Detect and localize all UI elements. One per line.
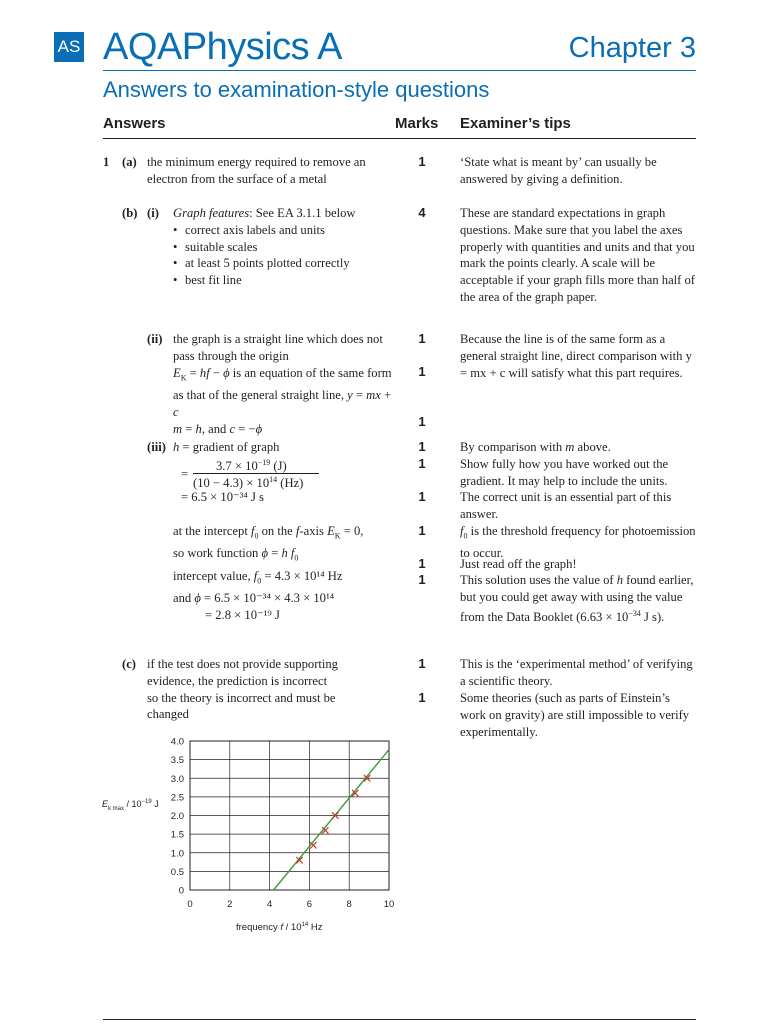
level-badge: AS	[54, 32, 84, 62]
graph-features-lead: Graph features	[173, 206, 250, 220]
x-tick-label: 0	[187, 899, 193, 910]
fraction-equals: =	[181, 467, 189, 481]
mark-1biii-3: 1	[418, 489, 426, 504]
chapter-label: Chapter 3	[568, 32, 696, 64]
y-tick-label: 0.5	[170, 866, 184, 878]
threshold-tip-text: is the threshold frequency for photoemission to occur.	[460, 524, 696, 561]
phi-calc-line: and ϕ = 6.5 × 10⁻³⁴ × 4.3 × 10¹⁴	[173, 590, 335, 605]
header-rule	[103, 70, 696, 71]
y-tick-label: 3.0	[170, 773, 184, 785]
brand-logo-text: AQA	[103, 26, 182, 68]
tip-1bii: Because the line is of the same form as a general straight line, direct comparison with y = mx + c will satisfy what this part requires.	[460, 332, 692, 380]
mark-1a: 1	[418, 154, 426, 169]
best-fit-line	[274, 750, 389, 890]
work-function-text: so work function	[173, 546, 259, 561]
graph-features-list	[173, 222, 403, 289]
tip-1a: ‘State what is meant by’ can usually be answered by giving a definition.	[460, 155, 657, 186]
intercept-value-line: intercept value, $f_0 = 4.3 \times 10^{14}$ Hz	[173, 568, 343, 586]
graph-features-reference: : See EA 3.1.1 below	[249, 206, 356, 220]
answer-1biii-gradient: h = gradient of graph	[173, 440, 280, 454]
x-axis-label: frequency f / $10^{14}$ Hz	[236, 922, 323, 934]
header-divider	[103, 138, 696, 139]
answer-1bii	[173, 331, 398, 437]
tip-1c-2: Some theories (such as parts of Einstein’s work on gravity) are still impossible to verify experimentally.	[460, 691, 690, 739]
mark-1biii-4: 1	[418, 523, 426, 538]
y-tick-label: 2.0	[170, 811, 184, 822]
answer-1bii-comparison: m = h, and c = −ϕ	[173, 421, 263, 436]
list-item: • correct axis labels and units	[173, 222, 403, 239]
y-tick-label: 0	[178, 885, 184, 897]
work-function-line: so work function ϕ = h $f_0$	[173, 546, 299, 563]
tip-1biii-5: Just read off the graph!	[460, 557, 577, 571]
mark-1biii-6: 1	[418, 572, 426, 587]
footer-rule	[103, 1019, 696, 1020]
answer-1c-line1: if the test does not provide supporting evidence, the prediction is incorrect	[147, 657, 338, 688]
mark-1c-1: 1	[418, 656, 426, 671]
unit-hertz: (Hz)	[280, 476, 304, 491]
page-subtitle: Answers to examination-style questions	[103, 77, 490, 102]
fraction-numerator: $3.7 \times 10^{-19}$ (J)	[216, 458, 287, 474]
answer-1bi	[173, 205, 403, 289]
tip-1biii-6: This solution uses the value of h found earlier, but you could get away with using the value from the Data Booklet ($6.63 \times 10^{-34}$ J s).	[460, 573, 694, 624]
x-tick-label: 2	[227, 899, 233, 910]
answer-1biii-intercept	[173, 523, 403, 624]
phi-result: = 2.8 × 10⁻¹⁹ J	[205, 607, 280, 622]
mark-1biii-1: 1	[418, 439, 426, 454]
mark-1bii-3: 1	[418, 414, 426, 429]
intercept-value-label: intercept value,	[173, 568, 251, 583]
mark-1bii-2: 1	[418, 364, 426, 379]
phi-calc: = 6.5 × 10⁻³⁴ × 4.3 × 10¹⁴	[204, 590, 335, 605]
course-name: Physics A	[181, 26, 342, 68]
list-item: • suitable scales	[173, 239, 403, 256]
question-number: 1	[103, 155, 110, 169]
tip-1biii-1: By comparison with m above.	[460, 440, 611, 454]
gradient-text: = gradient of graph	[182, 440, 280, 454]
y-tick-label: 4.0	[170, 736, 184, 748]
answer-1c	[147, 656, 377, 723]
unit-joule: (J)	[273, 459, 287, 474]
y-tick-label: 1.0	[170, 848, 184, 860]
fraction-denominator: $(10 - 4.3) \times 10^{14}$ (Hz)	[193, 475, 304, 491]
mark-1bi: 4	[418, 205, 426, 220]
x-tick-label: 8	[346, 899, 352, 910]
tip-1biii-3: The correct unit is an essential part of this answer.	[460, 490, 672, 521]
x-tick-label: 6	[306, 899, 313, 910]
list-item: • at least 5 points plotted correctly	[173, 255, 403, 272]
x-tick-label: 4	[266, 899, 273, 910]
answer-1bii-line1: the graph is a straight line which does not pass through the origin	[173, 332, 383, 363]
part-label-a: (a)	[122, 155, 137, 169]
mark-1c-2: 1	[418, 690, 426, 705]
part-label-b: (b)	[122, 206, 138, 220]
tip-1bi: These are standard expectations in graph questions. Make sure that you label the axes properly with quantities and units and that you mark the points clearly. A scale will be acceptable if your graph fills more than half of the area of the graph paper.	[460, 206, 695, 304]
y-tick-label: 1.5	[170, 829, 184, 841]
x-tick-label: 10	[383, 899, 395, 910]
column-header-marks: Marks	[395, 115, 439, 132]
subpart-label-i: (i)	[147, 206, 159, 220]
subpart-label-iii: (iii)	[147, 440, 166, 454]
y-tick-label: 3.5	[170, 755, 184, 767]
answer-1c-line2: so the theory is incorrect and must be changed	[147, 690, 336, 722]
tip-1biii-4: $f_0$ is the threshold frequency for photoemission to occur.	[460, 524, 696, 561]
answer-1bii-line2: is an equation of the same form as that of the general straight line,	[173, 365, 392, 402]
subpart-label-ii: (ii)	[147, 332, 163, 346]
y-tick-label: 2.5	[170, 792, 184, 804]
mark-1biii-2: 1	[418, 456, 426, 471]
answer-1a: the minimum energy required to remove an electron from the surface of a metal	[147, 155, 366, 186]
intercept-value: = 4.3 × 10¹⁴ Hz	[264, 568, 343, 583]
answer-1bii-equation: $E_K$ = hf − ϕ is an equation of the same form as that of the general straight line, y = mx + c	[173, 365, 392, 419]
intercept-line: at the intercept $f_0$ on the f-axis $E_K = 0$,	[173, 524, 364, 541]
photoelectric-graph	[150, 730, 410, 940]
list-item: • best fit line	[173, 272, 403, 289]
tip-1biii-2: Show fully how you have worked out the gradient. It may help to include the units.	[460, 457, 669, 488]
mark-1bii-1: 1	[418, 331, 426, 346]
mark-1biii-5: 1	[418, 556, 426, 571]
brand-title	[103, 24, 342, 70]
column-header-tips: Examiner’s tips	[460, 115, 571, 132]
column-header-answers: Answers	[103, 115, 166, 132]
y-axis-label: $E_{k max} / 10^{-19}$ J	[102, 799, 159, 812]
tip-1c-1: This is the ‘experimental method’ of verifying a scientific theory.	[460, 657, 693, 688]
part-label-c: (c)	[122, 657, 136, 671]
gradient-result: = 6.5 × 10⁻³⁴ J s	[181, 490, 264, 504]
